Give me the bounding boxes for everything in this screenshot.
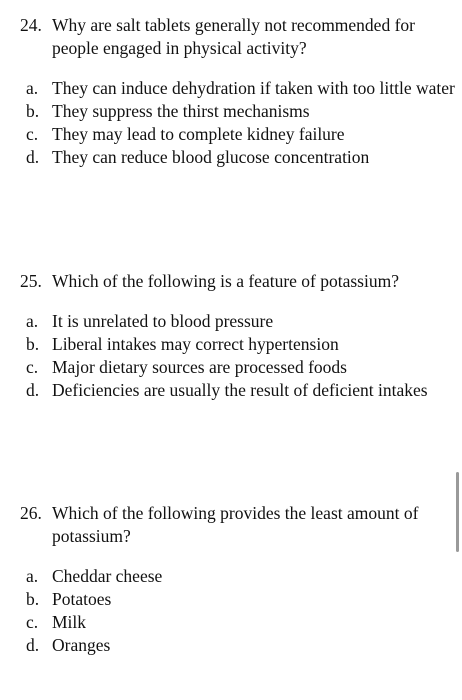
answer-option-a[interactable]	[20, 310, 456, 333]
option-text: They can induce dehydration if taken with too little water	[52, 78, 455, 98]
option-text: Milk	[52, 612, 87, 632]
question-25	[20, 270, 456, 402]
answer-option-b[interactable]	[20, 588, 456, 611]
option-letter: b.	[26, 334, 40, 354]
answer-options	[20, 565, 456, 657]
option-text: They may lead to complete kidney failure	[52, 124, 345, 144]
option-text: Major dietary sources are processed foods	[52, 357, 347, 377]
answer-option-b[interactable]	[20, 100, 456, 123]
answer-option-d[interactable]	[20, 379, 456, 402]
answer-option-d[interactable]	[20, 146, 456, 169]
option-text: It is unrelated to blood pressure	[52, 311, 274, 331]
question-text: Why are salt tablets generally not recommended for people engaged in physical activity?	[52, 15, 415, 58]
option-letter: a.	[26, 78, 39, 98]
question-stem	[20, 502, 456, 548]
option-letter: d.	[26, 380, 40, 400]
question-text: Which of the following provides the least amount of potassium?	[52, 503, 419, 546]
answer-options	[20, 310, 456, 402]
option-letter: b.	[26, 101, 40, 121]
answer-option-a[interactable]	[20, 565, 456, 588]
option-letter: d.	[26, 635, 40, 655]
answer-option-d[interactable]	[20, 634, 456, 657]
option-letter: c.	[26, 612, 39, 632]
question-stem	[20, 14, 456, 60]
question-24	[20, 14, 456, 169]
option-text: They can reduce blood glucose concentration	[52, 147, 370, 167]
question-number: 25.	[20, 271, 42, 291]
option-text: Potatoes	[52, 589, 112, 609]
option-letter: b.	[26, 589, 40, 609]
option-letter: a.	[26, 566, 39, 586]
option-text: They suppress the thirst mechanisms	[52, 101, 310, 121]
option-letter: c.	[26, 357, 39, 377]
answer-option-a[interactable]	[20, 77, 456, 100]
answer-options	[20, 77, 456, 169]
question-stem	[20, 270, 456, 293]
answer-option-b[interactable]	[20, 333, 456, 356]
scrollbar[interactable]	[456, 472, 459, 552]
question-text: Which of the following is a feature of potassium?	[52, 271, 399, 291]
option-letter: c.	[26, 124, 39, 144]
question-26	[20, 502, 456, 657]
answer-option-c[interactable]	[20, 123, 456, 146]
option-text: Oranges	[52, 635, 111, 655]
option-text: Liberal intakes may correct hypertension	[52, 334, 339, 354]
answer-option-c[interactable]	[20, 611, 456, 634]
question-number: 24.	[20, 15, 42, 35]
option-letter: d.	[26, 147, 40, 167]
option-text: Cheddar cheese	[52, 566, 163, 586]
question-number: 26.	[20, 503, 42, 523]
answer-option-c[interactable]	[20, 356, 456, 379]
option-text: Deficiencies are usually the result of deficient intakes	[52, 380, 428, 400]
option-letter: a.	[26, 311, 39, 331]
